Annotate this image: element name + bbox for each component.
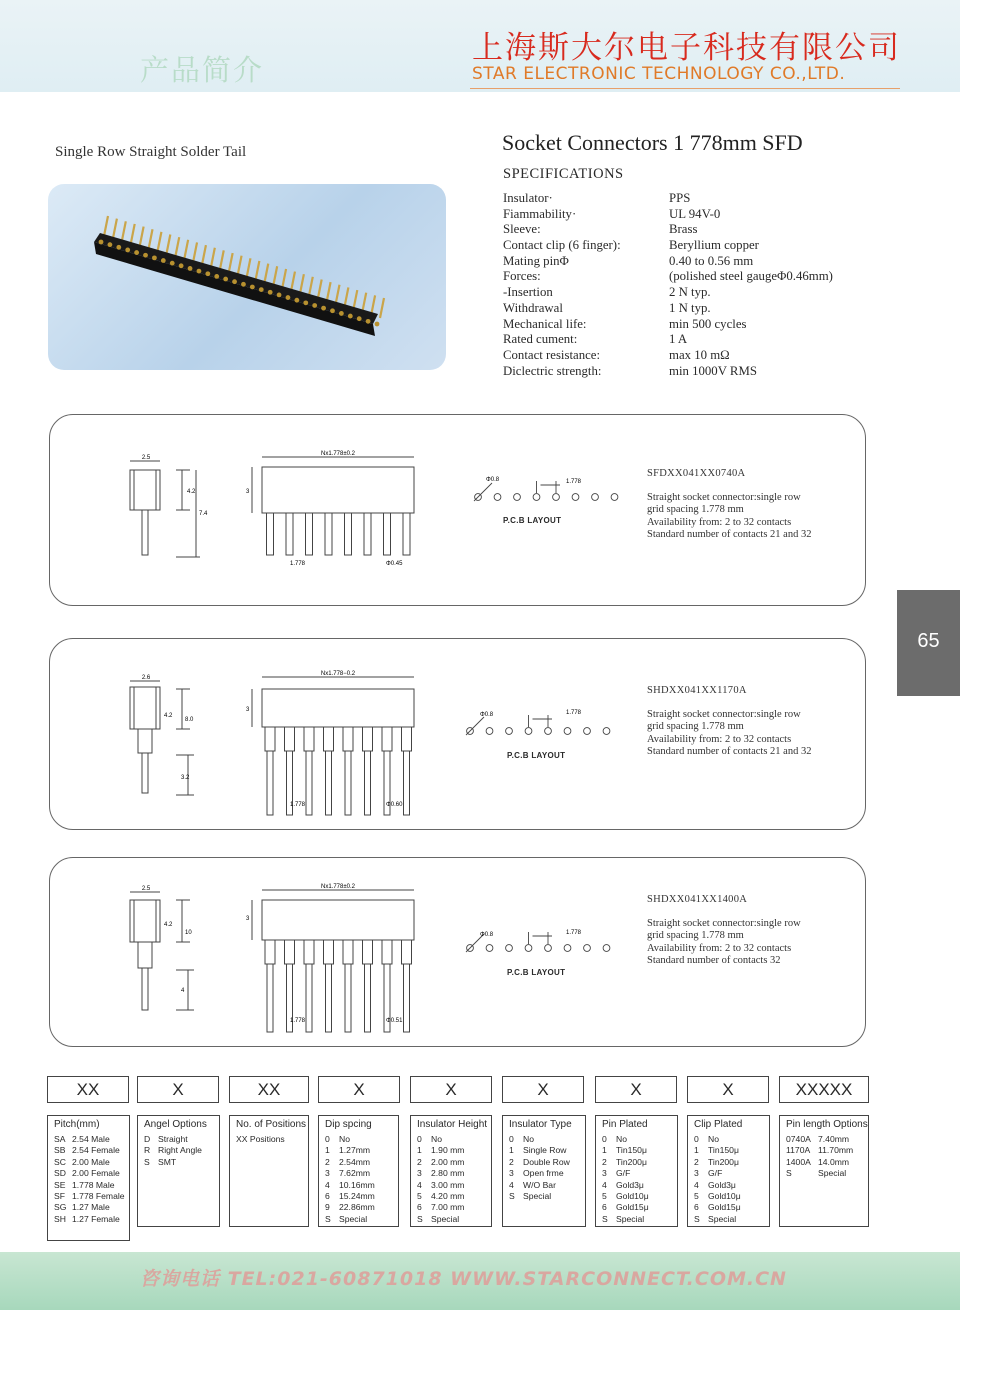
code-box: XX [47,1076,129,1103]
desc-line: Straight socket connector:single row [647,491,801,503]
option-row [54,1157,129,1168]
option-code: 3 [417,1168,422,1179]
option-value: 1.778 Male [72,1179,115,1190]
option-value: Special [708,1213,737,1224]
code-box: X [502,1076,584,1103]
pcb-hole-dia: Φ0.8 [486,477,500,483]
option-row [509,1168,585,1179]
option-row [325,1180,398,1191]
option-code: 5 [694,1191,699,1202]
spec-row [503,317,883,333]
option-row [417,1157,491,1168]
spec-label: Withdrawal [503,300,563,315]
dim-insulator-height: 4.2 [164,713,173,719]
option-title: Pin length Options [786,1119,868,1130]
code-box: X [687,1076,769,1103]
code-box: X [137,1076,219,1103]
option-row [509,1180,585,1191]
dim-shoulder: 3 [246,916,250,922]
option-value: 7.00 mm [431,1202,465,1213]
spec-row [503,364,883,380]
option-title: Pin Plated [602,1119,648,1130]
option-code: 1400A [786,1156,811,1167]
option-box [229,1115,309,1227]
code-box: X [595,1076,677,1103]
desc-line: grid spacing 1.778 mm [647,504,744,515]
option-value: Gold15μ [708,1202,741,1213]
option-row [325,1168,398,1179]
option-code: 2 [694,1156,699,1167]
option-row [602,1134,677,1145]
option-value: Special [339,1213,368,1224]
option-row [325,1214,398,1225]
option-value: 2.80 mm [431,1168,465,1179]
option-value: 11.70mm [818,1145,854,1156]
option-value: 1.27 Male [72,1202,110,1213]
dim-pin-diameter: Φ0.45 [386,561,403,567]
option-title: Angel Options [144,1119,207,1130]
dim-insulator-height: 4.2 [164,922,173,928]
option-value: W/O Bar [523,1179,556,1190]
technical-drawing [50,639,640,829]
option-value: 1.778 Female [72,1191,125,1202]
part-code: SHDXX041XX1400A [647,894,748,905]
option-value: 2.54mm [339,1156,371,1167]
option-row [602,1202,677,1213]
option-row [602,1191,677,1202]
option-code: 3 [325,1168,330,1179]
option-title: Insulator Type [509,1119,572,1130]
panel-description [647,685,811,759]
spec-label: Insulator· [503,191,553,205]
option-code: SD [54,1168,66,1179]
option-value: Tin200μ [616,1156,647,1167]
option-row [54,1145,129,1156]
option-value: 2.54 Male [72,1134,110,1144]
page-title: Socket Connectors 1 778mm SFD [502,130,803,155]
option-value: Right Angle [158,1145,202,1156]
option-row [417,1180,491,1191]
option-row [694,1145,769,1156]
option-value: Gold3μ [616,1179,644,1190]
option-code: 6 [417,1202,422,1213]
technical-drawing [50,415,640,605]
spec-value: UL 94V-0 [669,206,721,221]
option-value: Open frme [523,1168,564,1179]
option-value: 10.16mm [339,1179,375,1190]
option-code: 1 [325,1145,330,1156]
spec-row [503,207,883,223]
page-number: 65 [917,630,940,652]
dim-insulator-height: 4.2 [187,489,196,495]
desc-line: Straight socket connector:single row [647,708,801,720]
option-row [602,1157,677,1168]
option-title: No. of Positions [236,1119,307,1130]
dim-tail: 3.2 [181,775,190,781]
spec-label: Fiammability· [503,206,577,221]
option-value: 7.40mm [818,1134,850,1144]
option-code: 2 [509,1156,514,1167]
part-code: SFDXX041XX0740A [647,468,746,479]
option-row [786,1145,868,1156]
option-value: Special [431,1213,460,1224]
option-value: Double Row [523,1156,570,1167]
option-value: SMT [158,1156,177,1167]
option-code: 2 [602,1156,607,1167]
option-value: 15.24mm [339,1191,375,1202]
option-row [786,1157,868,1168]
header-underline [470,88,900,89]
option-code: 6 [694,1202,699,1213]
option-row [417,1145,491,1156]
desc-line: Standard number of contacts 21 and 32 [647,529,812,540]
option-row [325,1134,398,1145]
option-code: 6 [602,1202,607,1213]
company-name-en: STAR ELECTRONIC TECHNOLOGY CO.,LTD. [472,64,846,84]
spec-value: 1 N typ. [669,300,711,315]
option-code: 1170A [786,1145,811,1156]
panel-description [647,468,811,542]
option-code: S [417,1213,423,1224]
option-code: 9 [325,1202,330,1213]
option-box [687,1115,770,1227]
option-row [694,1180,769,1191]
desc-line: Straight socket connector:single row [647,917,801,929]
option-title: Pitch(mm) [54,1119,100,1130]
option-box [779,1115,869,1227]
dim-length: Nx1.778±0.2 [321,451,355,457]
option-value: Straight [158,1134,188,1144]
option-code: SH [54,1213,66,1224]
dim-length: Nx1.778−0.2 [320,671,356,677]
footer-contact: 咨询电话 TEL:021-60871018 WWW.STARCONNECT.COM.CN [140,1268,787,1290]
option-row [694,1191,769,1202]
spec-label: Mechanical life: [503,316,587,331]
spec-value: 2 N typ. [669,285,711,300]
option-code: S [325,1213,331,1224]
option-code: 4 [694,1179,699,1190]
option-value: Special [523,1191,552,1202]
spec-row [503,191,883,207]
option-code: 4 [417,1179,422,1190]
option-value: Gold3μ [708,1179,736,1190]
option-row [509,1157,585,1168]
option-row [417,1168,491,1179]
product-subtitle: Single Row Straight Solder Tail [55,144,247,160]
option-code: SG [54,1202,67,1213]
option-value: Tin200μ [708,1156,739,1167]
option-row [144,1157,219,1168]
option-code: 4 [602,1179,607,1190]
option-code: 1 [509,1145,514,1156]
panel-description [647,894,801,968]
option-code: 4 [325,1179,330,1190]
spec-value: min 500 cycles [669,316,747,331]
dim-shoulder: 3 [246,489,250,495]
spec-value: (polished steel gaugeΦ0.46mm) [669,269,833,284]
option-row [694,1214,769,1225]
option-row [694,1168,769,1179]
option-value: 1.90 mm [431,1145,465,1156]
option-code: SB [54,1145,66,1156]
drawing-panel [49,638,866,830]
option-row [417,1134,491,1145]
option-box [595,1115,678,1227]
option-value: Gold10μ [708,1191,741,1202]
option-value: No [708,1134,719,1144]
option-code: 5 [602,1191,607,1202]
option-code: SE [54,1179,66,1190]
spec-value: Beryllium copper [669,238,759,253]
option-code: SF [54,1191,65,1202]
spec-label: Diclectric strength: [503,363,602,378]
dim-total-height: 7.4 [199,511,208,517]
option-value: No [431,1134,442,1144]
spec-heading: SPECIFICATIONS [503,166,624,182]
option-value: 7.62mm [339,1168,371,1179]
drawing-panel [49,414,866,606]
drawing-panel [49,857,866,1047]
dim-length: Nx1.778±0.2 [321,884,355,890]
desc-line: grid spacing 1.778 mm [647,930,744,941]
desc-line: Standard number of contacts 32 [647,955,781,966]
spec-row [503,269,883,285]
spec-label: Rated cument: [503,332,578,347]
option-row [54,1168,129,1179]
option-row [54,1180,129,1191]
option-code: S [144,1156,150,1167]
option-value: 2.00 Male [72,1156,110,1167]
pcb-pitch: 1.778 [566,710,582,716]
spec-label: Contact clip (6 finger): [503,238,621,253]
dim-pitch: 1.778 [290,561,306,567]
spec-list [503,191,883,379]
spec-row [503,285,883,301]
option-row [602,1145,677,1156]
option-row [694,1134,769,1145]
dim-pin-diameter: Φ0.60 [386,802,403,808]
dim-width: 2.6 [141,675,151,681]
desc-line: Availability from: 2 to 32 contacts [647,733,792,745]
option-row [417,1191,491,1202]
option-row [236,1134,308,1145]
option-code: 4 [509,1179,514,1190]
option-value: No [616,1134,627,1144]
code-box: X [410,1076,492,1103]
spec-value: max 10 mΩ [669,347,730,362]
option-row [602,1214,677,1225]
desc-line: grid spacing 1.778 mm [647,721,744,732]
option-value: Special [818,1168,847,1179]
page-number-tab [897,590,960,696]
spec-row [503,254,883,270]
option-code: SC [54,1156,66,1167]
option-row [694,1202,769,1213]
option-code: 0740A [786,1134,811,1144]
dim-width: 2.5 [141,886,151,892]
option-code: S [509,1191,515,1202]
option-code: D [144,1134,151,1144]
option-value: XX Positions [236,1134,285,1144]
option-row [509,1145,585,1156]
option-value: No [523,1134,534,1144]
option-value: Special [616,1213,645,1224]
desc-line: Standard number of contacts 21 and 32 [647,746,812,757]
option-value: 22.86mm [339,1202,375,1213]
option-value: 14.0mm [818,1156,850,1167]
option-value: 2.54 Female [72,1145,120,1156]
option-row [325,1145,398,1156]
option-value: No [339,1134,350,1144]
option-code: S [694,1213,700,1224]
option-row [417,1214,491,1225]
option-value: 3.00 mm [431,1179,465,1190]
option-title: Dip spcing [325,1119,372,1130]
part-code: SHDXX041XX1170A [647,685,747,696]
option-value: Tin150μ [616,1145,647,1156]
spec-value: Brass [669,222,698,237]
option-code: 0 [602,1134,607,1144]
option-value: 2.00 Female [72,1168,120,1179]
pcb-layout-label: P.C.B LAYOUT [507,751,566,760]
option-value: Gold10μ [616,1191,649,1202]
option-row [602,1168,677,1179]
option-code: 2 [417,1156,422,1167]
option-code: 6 [325,1191,330,1202]
section-title-cn: 产品简介 [140,53,265,87]
option-row [694,1157,769,1168]
spec-value: PPS [669,191,691,205]
option-row [786,1134,868,1145]
code-box: X [318,1076,400,1103]
option-box [318,1115,399,1227]
dim-tail: 4 [181,988,185,994]
desc-line: Availability from: 2 to 32 contacts [647,942,792,954]
dim-pin-diameter: Φ0.51 [386,1018,403,1024]
option-value: Tin150μ [708,1145,739,1156]
option-row [54,1191,129,1202]
option-code: 0 [325,1134,330,1144]
spec-label: Forces: [503,269,541,284]
dim-shoulder: 3 [246,707,250,713]
spec-label: -Insertion [503,285,553,300]
desc-line: Availability from: 2 to 32 contacts [647,516,792,528]
product-photo [48,184,446,370]
option-row [54,1202,129,1213]
option-code: 3 [602,1168,607,1179]
pcb-layout-label: P.C.B LAYOUT [507,968,566,977]
spec-value: min 1000V RMS [669,363,757,378]
pcb-hole-dia: Φ0.8 [480,712,494,718]
spec-label: Contact resistance: [503,347,601,362]
spec-value: 1 A [669,332,688,347]
dim-pitch: 1.778 [290,802,306,808]
option-box [47,1115,130,1241]
dim-total-height: 8.0 [185,717,194,723]
code-box: XXXXX [779,1076,869,1103]
option-value: Gold15μ [616,1202,649,1213]
dim-pitch: 1.778 [290,1018,306,1024]
pcb-layout-label: P.C.B LAYOUT [503,516,562,525]
option-title: Clip Plated [694,1119,743,1130]
option-row [786,1168,868,1179]
option-row [325,1157,398,1168]
option-value: Single Row [523,1145,567,1156]
option-code: 1 [417,1145,422,1156]
option-code: SA [54,1134,66,1144]
option-code: 5 [417,1191,422,1202]
option-row [144,1134,219,1145]
option-code: R [144,1145,151,1156]
pcb-pitch: 1.778 [566,930,582,936]
spec-label: Mating pinΦ [503,253,569,268]
option-value: 1.27mm [339,1145,371,1156]
spec-row [503,222,883,238]
option-code: 0 [694,1134,699,1144]
dim-total-height: 10 [185,930,192,936]
code-box: XX [229,1076,309,1103]
option-value: G/F [616,1168,631,1179]
option-value: 4.20 mm [431,1191,465,1202]
spec-label: Sleeve: [503,222,541,237]
option-row [509,1134,585,1145]
option-code: 0 [509,1134,514,1144]
pcb-hole-dia: Φ0.8 [480,932,494,938]
option-code: 3 [694,1168,699,1179]
dim-width: 2.5 [141,455,151,461]
pcb-pitch: 1.778 [566,479,582,485]
option-code: S [786,1168,792,1179]
company-name-cn: 上海斯大尔电子科技有限公司 [472,30,901,66]
option-code: 1 [602,1145,607,1156]
option-code: 3 [509,1168,514,1179]
spec-row [503,332,883,348]
spec-row [503,238,883,254]
option-row [144,1145,219,1156]
option-code: S [602,1213,608,1224]
option-code: 0 [417,1134,422,1144]
spec-row [503,301,883,317]
technical-drawing [50,858,640,1046]
option-row [417,1202,491,1213]
option-box [410,1115,492,1227]
option-row [325,1202,398,1213]
option-box [137,1115,220,1227]
option-value: G/F [708,1168,723,1179]
spec-value: 0.40 to 0.56 mm [669,253,754,268]
option-box [502,1115,586,1227]
socket-connector-image [48,184,446,370]
option-value: 2.00 mm [431,1156,465,1167]
spec-row [503,348,883,364]
option-row [54,1134,129,1145]
option-title: Insulator Height [417,1119,488,1130]
option-row [54,1214,129,1225]
option-row [602,1180,677,1191]
option-value: 1.27 Female [72,1213,120,1224]
option-code: 2 [325,1156,330,1167]
option-row [509,1191,585,1202]
option-code: 1 [694,1145,699,1156]
option-row [325,1191,398,1202]
